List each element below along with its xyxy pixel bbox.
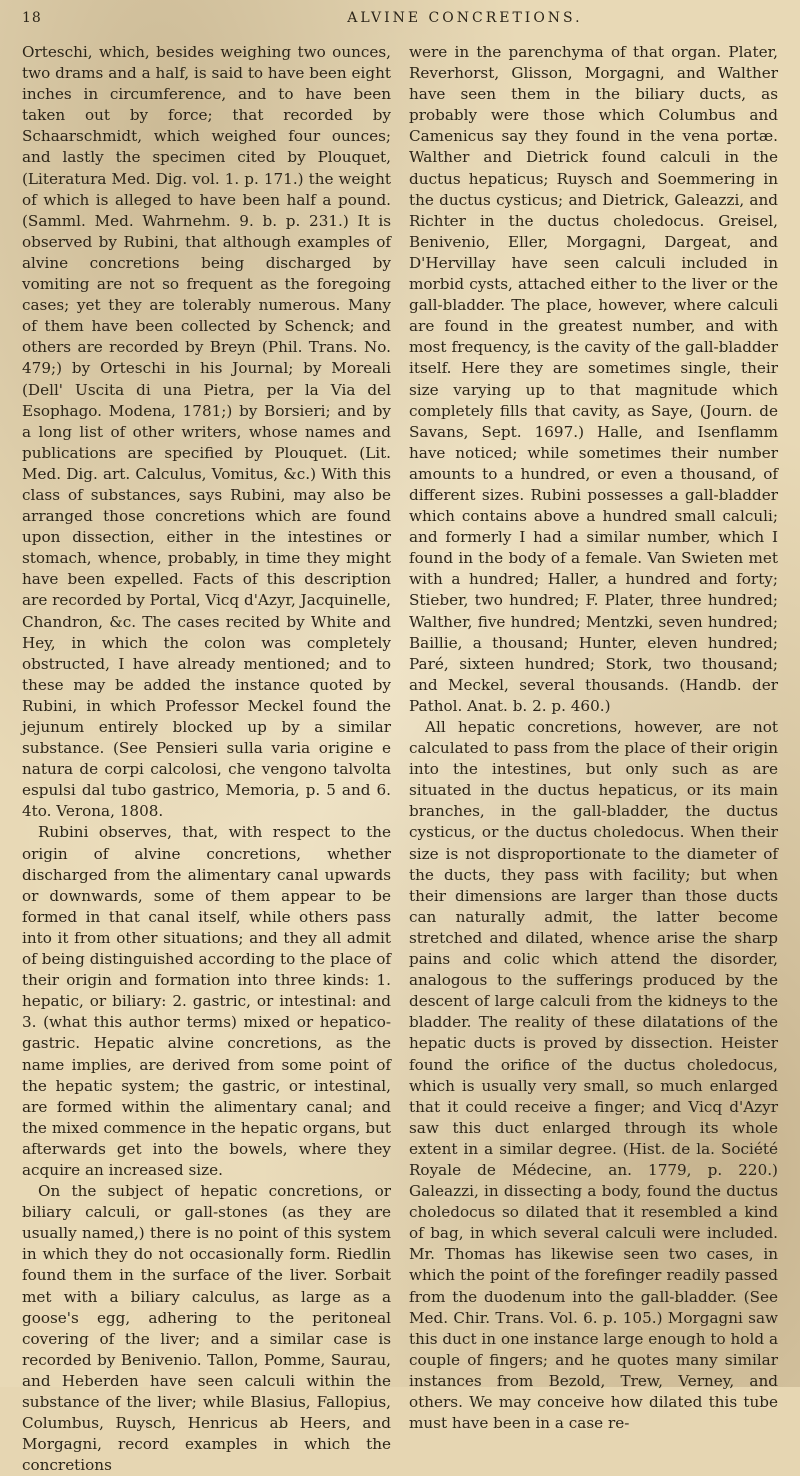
page-number: 18: [22, 10, 42, 26]
paragraph: Rubini observes, that, with respect to the origin of alvine concretions, whether discharged from the alimentary canal upwards or downwards, some of them appear to be formed in that canal itself, while others pass into it from other situations; and they all admit of being distinguished according to the place of their origin and formation into three kinds: 1. hepatic, or biliary: 2. gastric, or intestinal: and 3. (what this author terms) mixed or hepatico-gastric. Hepatic alvine concretions, as the name implies, are derived from some point of the hepatic system; the gastric, or intestinal, are formed within the alimentary canal; and the mixed commence in the hepatic organs, but afterwards get into the bowels, where they acquire an increased size.: [22, 823, 391, 1179]
paragraph: Orteschi, which, besides weighing two ounces, two drams and a half, is said to have been eight inches in circumference, and to have been taken out by force; that recorded by Schaarschmidt, which weighed four ounces; and lastly the specimen cited by Plouquet, (Literatura Med. Dig. vol. 1. p. 171.) the weight of which is alleged to have been half a pound. (Samml. Med. Wahrnehm. 9. b. p. 231.) It is observed by Rubini, that although examples of alvine concretions being discharged by vomiting are not so frequent as the foregoing cases; yet they are tolerably numerous. Many of them have been collected by Schenck; and others are recorded by Breyn (Phil. Trans. No. 479;) by Orteschi in his Journal; by Moreali (Dell' Uscita di una Pietra, per la Via del Esophago. Modena, 1781;) by Borsieri; and by a long list of other writers, whose names and publications are specified by Plouquet. (Lit. Med. Dig. art. Calculus, Vomitus, &c.) With this class of substances, says Rubini, may also be arranged those concretions which are found upon dissection, either in the intestines or stomach, whence, probably, in time they might have been expelled. Facts of this description are recorded by Portal, Vicq d'Azyr, Jacquinelle, Chandron, &c. The cases recited by White and Hey, in which the colon was completely obstructed, I have already mentioned; and to these may be added the instance quoted by Rubini, in which Professor Meckel found the jejunum entirely blocked up by a similar substance. (See Pensieri sulla varia origine e natura de corpi calcolosi, che vengono talvolta espulsi dal tubo gastrico, Memoria, p. 5 and 6. 4to. Verona, 1808.: [22, 43, 391, 821]
text-columns: [22, 42, 778, 1476]
paragraph: All hepatic concretions, however, are not calculated to pass from the place of their origin into the intestines, but only such as are situated in the ductus hepaticus, or its main branches, in the gall-bladder, the ductus cysticus, or the ductus choledocus. When their size is not disproportionate to the diameter of the ducts, they pass with facility; but when their dimensions are larger than those ducts can naturally admit, the latter become stretched and dilated, whence arise the sharp pains and colic which attend the disorder, analogous to the sufferings produced by the descent of large calculi from the kidneys to the bladder. The reality of these dilatations of the hepatic ducts is proved by dissection. Heister found the orifice of the ductus choledocus, which is usually very small, so much enlarged that it could receive a finger; and Vicq d'Azyr saw this duct enlarged through its whole extent in a similar degree. (Hist. de la. Société Royale de Médecine, an. 1779, p. 220.) Galeazzi, in dissecting a body, found the ductus choledocus so dilated that it resembled a kind of bag, in which several calculi were included. Mr. Thomas has likewise seen two cases, in which the point of the forefinger readily passed from the duodenum into the gall-bladder. (See Med. Chir. Trans. Vol. 6. p. 105.) Morgagni saw this duct in one instance large enough to hold a couple of fingers; and he quotes many similar instances from Bezold, Trew, Verney, and others. We may conceive how dilated this tube must have been in a case re-: [409, 718, 778, 1433]
paragraph: were in the parenchyma of that organ. Plater, Reverhorst, Glisson, Morgagni, and Walther have seen them in the biliary ducts, as probably were those which Columbus and Camenicus say they found in the vena portæ. Walther and Dietrick found calculi in the ductus hepaticus; Ruysch and Soemmering in the ductus cysticus; and Dietrick, Galeazzi, and Richter in the ductus choledocus. Greisel, Benivenio, Eller, Morgagni, Dargeat, and D'Hervillay have seen calculi included in morbid cysts, attached either to the liver or the gall-bladder. The place, however, where calculi are found in the greatest number, and with most frequency, is the cavity of the gall-bladder itself. Here they are sometimes single, their size varying up to that magnitude which completely fills that cavity, as Saye, (Journ. de Savans, Sept. 1697.) Halle, and Isenflamm have noticed; while sometimes their number amounts to a hundred, or even a thousand, of different sizes. Rubini possesses a gall-bladder which contains above a hundred small calculi; and formerly I had a similar number, which I found in the body of a female. Van Swieten met with a hundred; Haller, a hundred and forty; Stieber, two hundred; F. Plater, three hundred; Walther, five hundred; Mentzki, seven hundred; Baillie, a thousand; Hunter, eleven hundred; Paré, sixteen hundred; Stork, two thousand; and Meckel, several thousands. (Handb. der Pathol. Anat. b. 2. p. 460.): [409, 43, 778, 715]
left-column: [22, 42, 391, 1476]
right-column: [409, 42, 778, 1476]
paragraph: On the subject of hepatic concretions, or biliary calculi, or gall-stones (as they are usually named,) there is no point of this system in which they do not occasionally form. Riedlin found them in the surface of the liver. Sorbait met with a biliary calculus, as large as a goose's egg, adhering to the peritoneal covering of the liver; and a similar case is recorded by Benivenio. Tallon, Pomme, Saurau, and Heberden have seen calculi within the substance of the liver; while Blasius, Fallopius, Columbus, Ruysch, Henricus ab Heers, and Morgagni, record examples in which the concretions: [22, 1182, 391, 1475]
running-title: ALVINE CONCRETIONS.: [347, 10, 583, 26]
page-header: [22, 10, 778, 36]
